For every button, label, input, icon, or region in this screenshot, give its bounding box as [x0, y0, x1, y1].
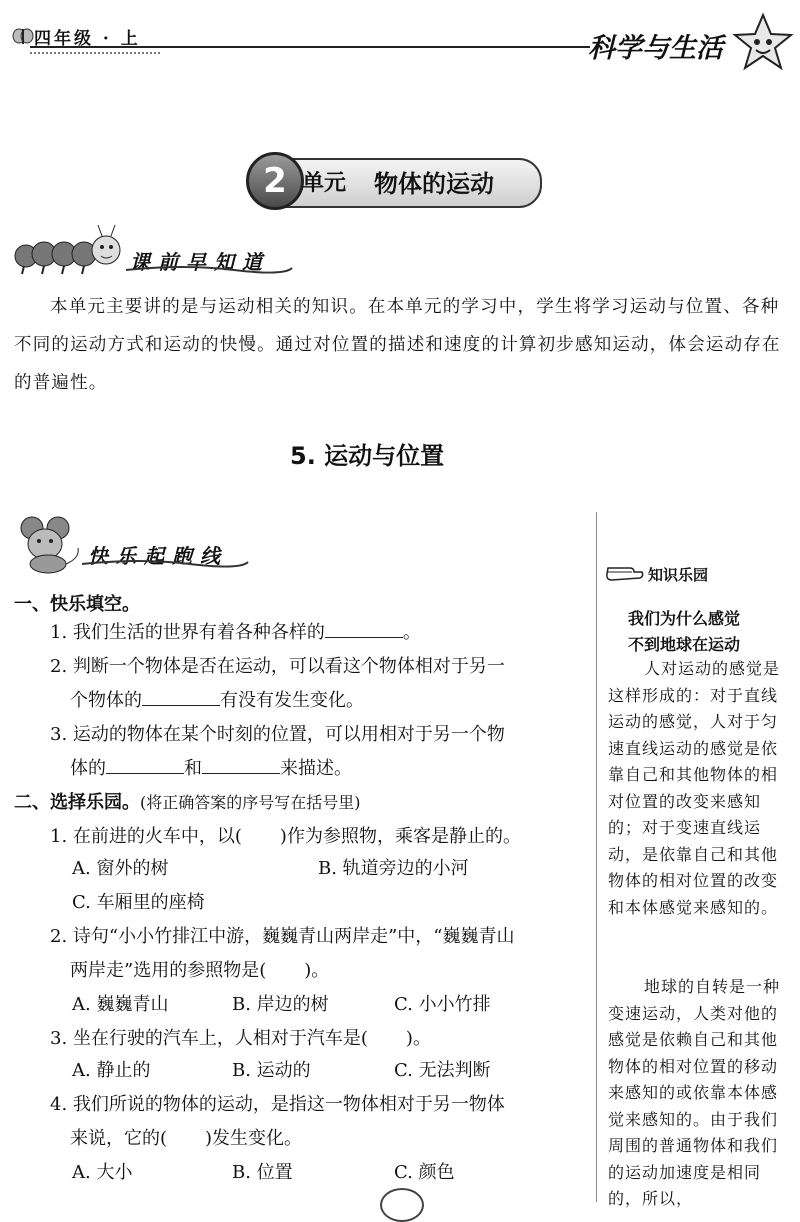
page-number-mark	[380, 1188, 424, 1222]
column-divider	[596, 512, 597, 1202]
butterfly-icon	[12, 26, 34, 46]
lesson-title: 5. 运动与位置	[290, 442, 445, 470]
option-1a: A. 窗外的树	[72, 858, 169, 879]
choice-question-1: 1. 在前进的火车中，以( )作为参照物，乘客是静止的。	[50, 826, 521, 847]
pointing-hand-icon	[604, 562, 646, 584]
mouse-icon	[14, 514, 86, 574]
heading-underline	[124, 262, 294, 276]
choice-question-4: 4. 我们所说的物体的运动，是指这一物体相对于另一物体	[50, 1094, 505, 1115]
sidebar-paragraph-2: 地球的自转是一种变速运动，人类对他的感觉是依赖自己和其他物体的相对位置的移动来感知的或依靠本体感觉来感知的。由于我们周围的普通物体和我们的运动加速度是相同的，所以，	[608, 977, 781, 1208]
option-3b: B. 运动的	[232, 1060, 311, 1081]
answer-blank[interactable]	[142, 685, 220, 706]
option-1c: C. 车厢里的座椅	[72, 892, 205, 913]
heading-underline	[80, 556, 250, 570]
choice-question-2-cont: 两岸走”选用的参照物是( )。	[70, 960, 330, 981]
choice-section	[14, 786, 361, 820]
preview-heading: 课前早知道	[130, 250, 270, 274]
choice-note: (将正确答案的序号写在括号里)	[140, 793, 361, 812]
option-1b: B. 轨道旁边的小河	[318, 858, 469, 879]
sidebar-heading: 知识乐园	[648, 566, 709, 584]
star-mascot-icon	[732, 12, 794, 74]
option-3c: C. 无法判断	[394, 1060, 491, 1081]
option-4c: C. 颜色	[394, 1162, 455, 1183]
option-2b: B. 岸边的树	[232, 994, 329, 1015]
option-4a: A. 大小	[72, 1162, 133, 1183]
option-2a: A. 巍巍青山	[72, 994, 169, 1015]
sidebar-question-line-2: 不到地球在运动	[628, 635, 741, 654]
unit-title: 物体的运动	[374, 170, 494, 198]
answer-blank[interactable]	[202, 753, 280, 774]
unit-label: 单元	[302, 171, 347, 196]
choice-question-4-cont: 来说，它的( )发生变化。	[70, 1128, 303, 1149]
option-2c: C. 小小竹排	[394, 994, 491, 1015]
sidebar-paragraph-1: 人对运动的感觉是这样形成的：对于直线运动的感觉，人对于匀速直线运动的感觉是依靠自己和其他物体的相对位置的改变来感知的；对于变速直线运动，是依靠自己和其他物体的相对位置的改变和本体感觉来感知的。	[608, 659, 781, 917]
fill-question-1: 1. 我们生活的世界有着各种各样的 。	[50, 616, 421, 650]
choice-question-3: 3. 坐在行驶的汽车上，人相对于汽车是( )。	[50, 1028, 431, 1049]
option-3a: A. 静止的	[72, 1060, 151, 1081]
fill-question-2: 2. 判断一个物体是否在运动，可以看这个物体相对于另一	[50, 656, 505, 677]
caterpillar-icon	[14, 222, 126, 280]
option-4b: B. 位置	[232, 1162, 293, 1183]
choice-question-2: 2. 诗句“小小竹排江中游，巍巍青山两岸走”中，“巍巍青山	[50, 926, 515, 947]
fill-question-3: 3. 运动的物体在某个时刻的位置，可以用相对于另一个物	[50, 724, 505, 745]
fill-question-3-cont: 体的 和 来描述。	[70, 752, 352, 786]
header-dotted-rule	[30, 52, 160, 54]
answer-blank[interactable]	[325, 617, 403, 638]
preview-paragraph: 本单元主要讲的是与运动相关的知识。在本单元的学习中，学生将学习运动与位置、各种不同的运动方式和运动的快慢。通过对位置的描述和速度的计算初步感知运动，体会运动存在的普遍性。	[14, 297, 781, 393]
sidebar-question-line-1: 我们为什么感觉	[628, 609, 741, 628]
choice-section-title: 二、选择乐园。	[14, 792, 140, 813]
fill-question-2-cont: 个物体的 有没有发生变化。	[70, 684, 364, 718]
unit-number-badge: 2	[246, 152, 304, 210]
book-title: 科学与生活	[588, 33, 723, 64]
practice-heading: 快乐起跑线	[88, 544, 228, 568]
fill-section-title: 一、快乐填空。	[14, 594, 140, 615]
answer-blank[interactable]	[106, 753, 184, 774]
grade-label: 四年级 · 上	[34, 29, 141, 49]
